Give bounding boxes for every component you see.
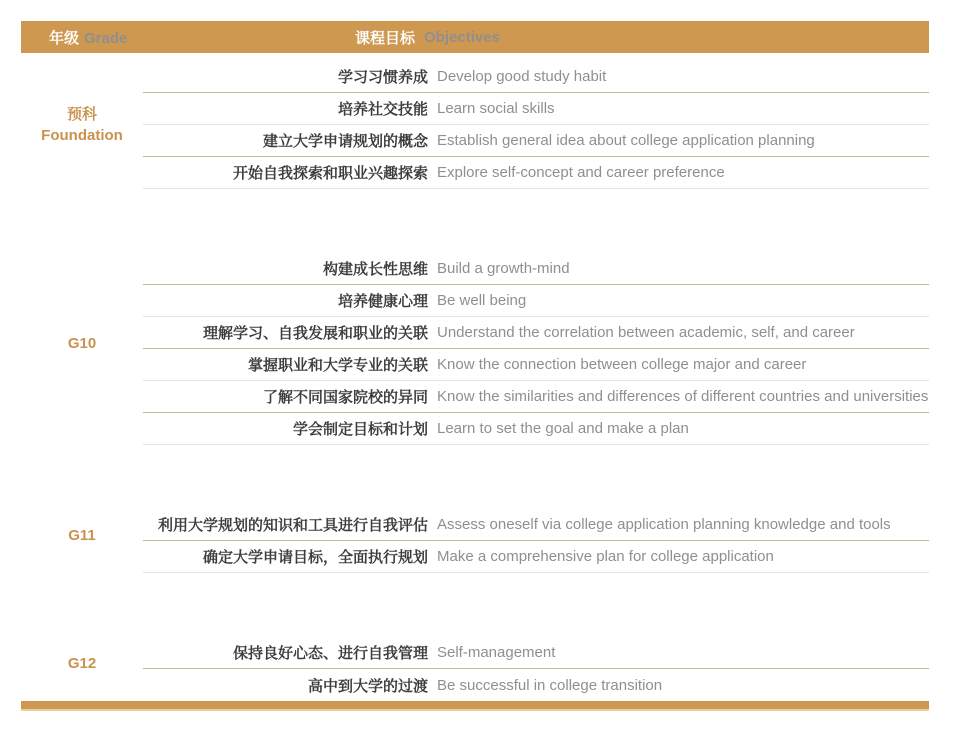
objective-zh: 保持良好心态、进行自我管理 bbox=[232, 645, 428, 662]
objective-en: Self-management bbox=[437, 644, 556, 661]
objective-en: Build a growth-mind bbox=[437, 260, 570, 277]
grade-label-zh: 预科 bbox=[66, 106, 97, 123]
objective-row bbox=[143, 637, 929, 669]
objective-zh: 建立大学申请规划的概念 bbox=[262, 133, 428, 150]
objective-en: Know the similarities and differences of different countries and universities bbox=[437, 388, 929, 405]
grade-label-cell bbox=[21, 253, 143, 445]
objective-en: Learn to set the goal and make a plan bbox=[437, 420, 689, 437]
objective-rows bbox=[143, 253, 929, 445]
objective-row bbox=[143, 61, 929, 93]
objective-row bbox=[143, 669, 929, 701]
grade-label bbox=[68, 333, 96, 354]
grade-group bbox=[21, 253, 929, 445]
grade-label bbox=[68, 525, 96, 546]
objectives-column-header bbox=[355, 21, 500, 53]
objective-zh: 高中到大学的过渡 bbox=[307, 677, 428, 695]
objective-zh: 利用大学规划的知识和工具进行自我评估 bbox=[157, 517, 428, 534]
grade-label-zh: G10 bbox=[67, 334, 97, 352]
grade-label bbox=[68, 653, 96, 674]
objective-row bbox=[143, 413, 929, 445]
objective-zh: 开始自我探索和职业兴趣探索 bbox=[232, 165, 428, 182]
objective-en: Explore self-concept and career preference bbox=[437, 164, 725, 181]
objective-en: Assess oneself via college application planning knowledge and tools bbox=[437, 516, 891, 533]
grade-label-cell bbox=[21, 637, 143, 701]
grade-header-en: Grade bbox=[84, 29, 128, 47]
objective-row bbox=[143, 285, 929, 317]
objective-zh: 学习习惯养成 bbox=[337, 69, 428, 86]
objective-row bbox=[143, 157, 929, 189]
objective-en: Understand the correlation between academic, self, and career bbox=[437, 324, 855, 341]
objectives-header-en: Objectives bbox=[424, 28, 500, 46]
objective-zh: 培养健康心理 bbox=[337, 293, 428, 310]
objective-en: Develop good study habit bbox=[437, 68, 607, 85]
grade-label bbox=[41, 104, 123, 146]
grade-label-cell bbox=[21, 61, 143, 189]
bottom-accent-bar bbox=[21, 701, 929, 711]
objective-row bbox=[143, 381, 929, 413]
grade-header-zh: 年级 bbox=[49, 29, 80, 47]
objective-zh: 掌握职业和大学专业的关联 bbox=[247, 357, 428, 374]
objective-zh: 培养社交技能 bbox=[337, 101, 428, 118]
objective-zh: 了解不同国家院校的异同 bbox=[262, 389, 428, 406]
objective-en: Make a comprehensive plan for college application bbox=[437, 548, 774, 565]
objective-row bbox=[143, 509, 929, 541]
objective-en: Know the connection between college major and career bbox=[437, 356, 807, 373]
grade-group bbox=[21, 61, 929, 189]
grade-column-header bbox=[49, 27, 127, 48]
objective-en: Be successful in college transition bbox=[437, 676, 663, 694]
grade-label-zh: G12 bbox=[67, 654, 97, 672]
objective-row bbox=[143, 125, 929, 157]
objective-row bbox=[143, 349, 929, 381]
objective-en: Learn social skills bbox=[437, 100, 555, 117]
grade-label-cell bbox=[21, 509, 143, 573]
table-body bbox=[0, 61, 955, 701]
objective-zh: 学会制定目标和计划 bbox=[292, 421, 428, 438]
objectives-header-zh: 课程目标 bbox=[355, 29, 416, 47]
objective-row bbox=[143, 317, 929, 349]
grade-label-zh: G11 bbox=[68, 526, 96, 544]
objective-zh: 确定大学申请目标，全面执行规划 bbox=[202, 549, 428, 566]
objective-rows bbox=[143, 509, 929, 573]
objective-row bbox=[143, 541, 929, 573]
grade-group bbox=[21, 509, 929, 573]
objective-rows bbox=[143, 61, 929, 189]
grade-group bbox=[21, 637, 929, 701]
objective-row bbox=[143, 253, 929, 285]
objective-zh: 理解学习、自我发展和职业的关联 bbox=[202, 325, 428, 342]
objective-row bbox=[143, 93, 929, 125]
objective-rows bbox=[143, 637, 929, 701]
objective-en: Be well being bbox=[437, 292, 527, 309]
table-header-bar bbox=[21, 21, 929, 53]
grade-label-en: Foundation bbox=[41, 127, 123, 144]
objective-zh: 构建成长性思维 bbox=[322, 261, 428, 278]
objective-en: Establish general idea about college application planning bbox=[437, 132, 815, 149]
